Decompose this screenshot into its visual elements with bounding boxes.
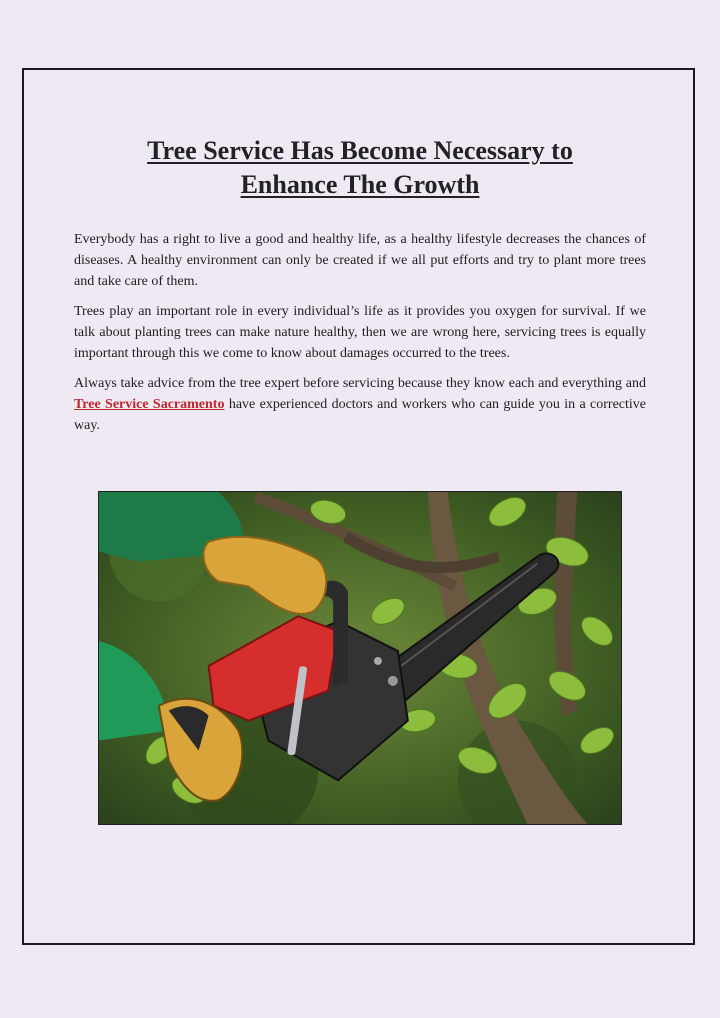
paragraph-2: Trees play an important role in every individual’s life as it provides you oxygen for survival. If we talk about planting trees can make nature healthy, then we are wrong here, servicing trees is equally important through this we come to know about damages occurred to the trees. <box>74 304 646 361</box>
title-line-2: Enhance The Growth <box>240 170 480 199</box>
page-title <box>60 134 660 202</box>
paragraph-3 <box>74 373 646 436</box>
title-line-1: Tree Service Has Become Necessary to <box>147 136 573 165</box>
paragraph-1: Everybody has a right to live a good and healthy life, as a healthy lifestyle decreases the chances of diseases. A healthy environment can only be created if we all put efforts and try to plant more trees and take care of them. <box>74 232 646 289</box>
chainsaw-photo-illustration <box>99 492 621 824</box>
paragraph-3-text-before: Always take advice from the tree expert before servicing because they know each and everything and <box>74 376 646 391</box>
paragraph-3-text-after: have experienced doctors and workers who can guide you in a corrective way. <box>74 397 646 433</box>
tree-service-sacramento-link[interactable]: Tree Service Sacramento <box>74 397 225 412</box>
article-body <box>74 229 646 445</box>
chainsaw-tree-photo <box>98 491 622 825</box>
